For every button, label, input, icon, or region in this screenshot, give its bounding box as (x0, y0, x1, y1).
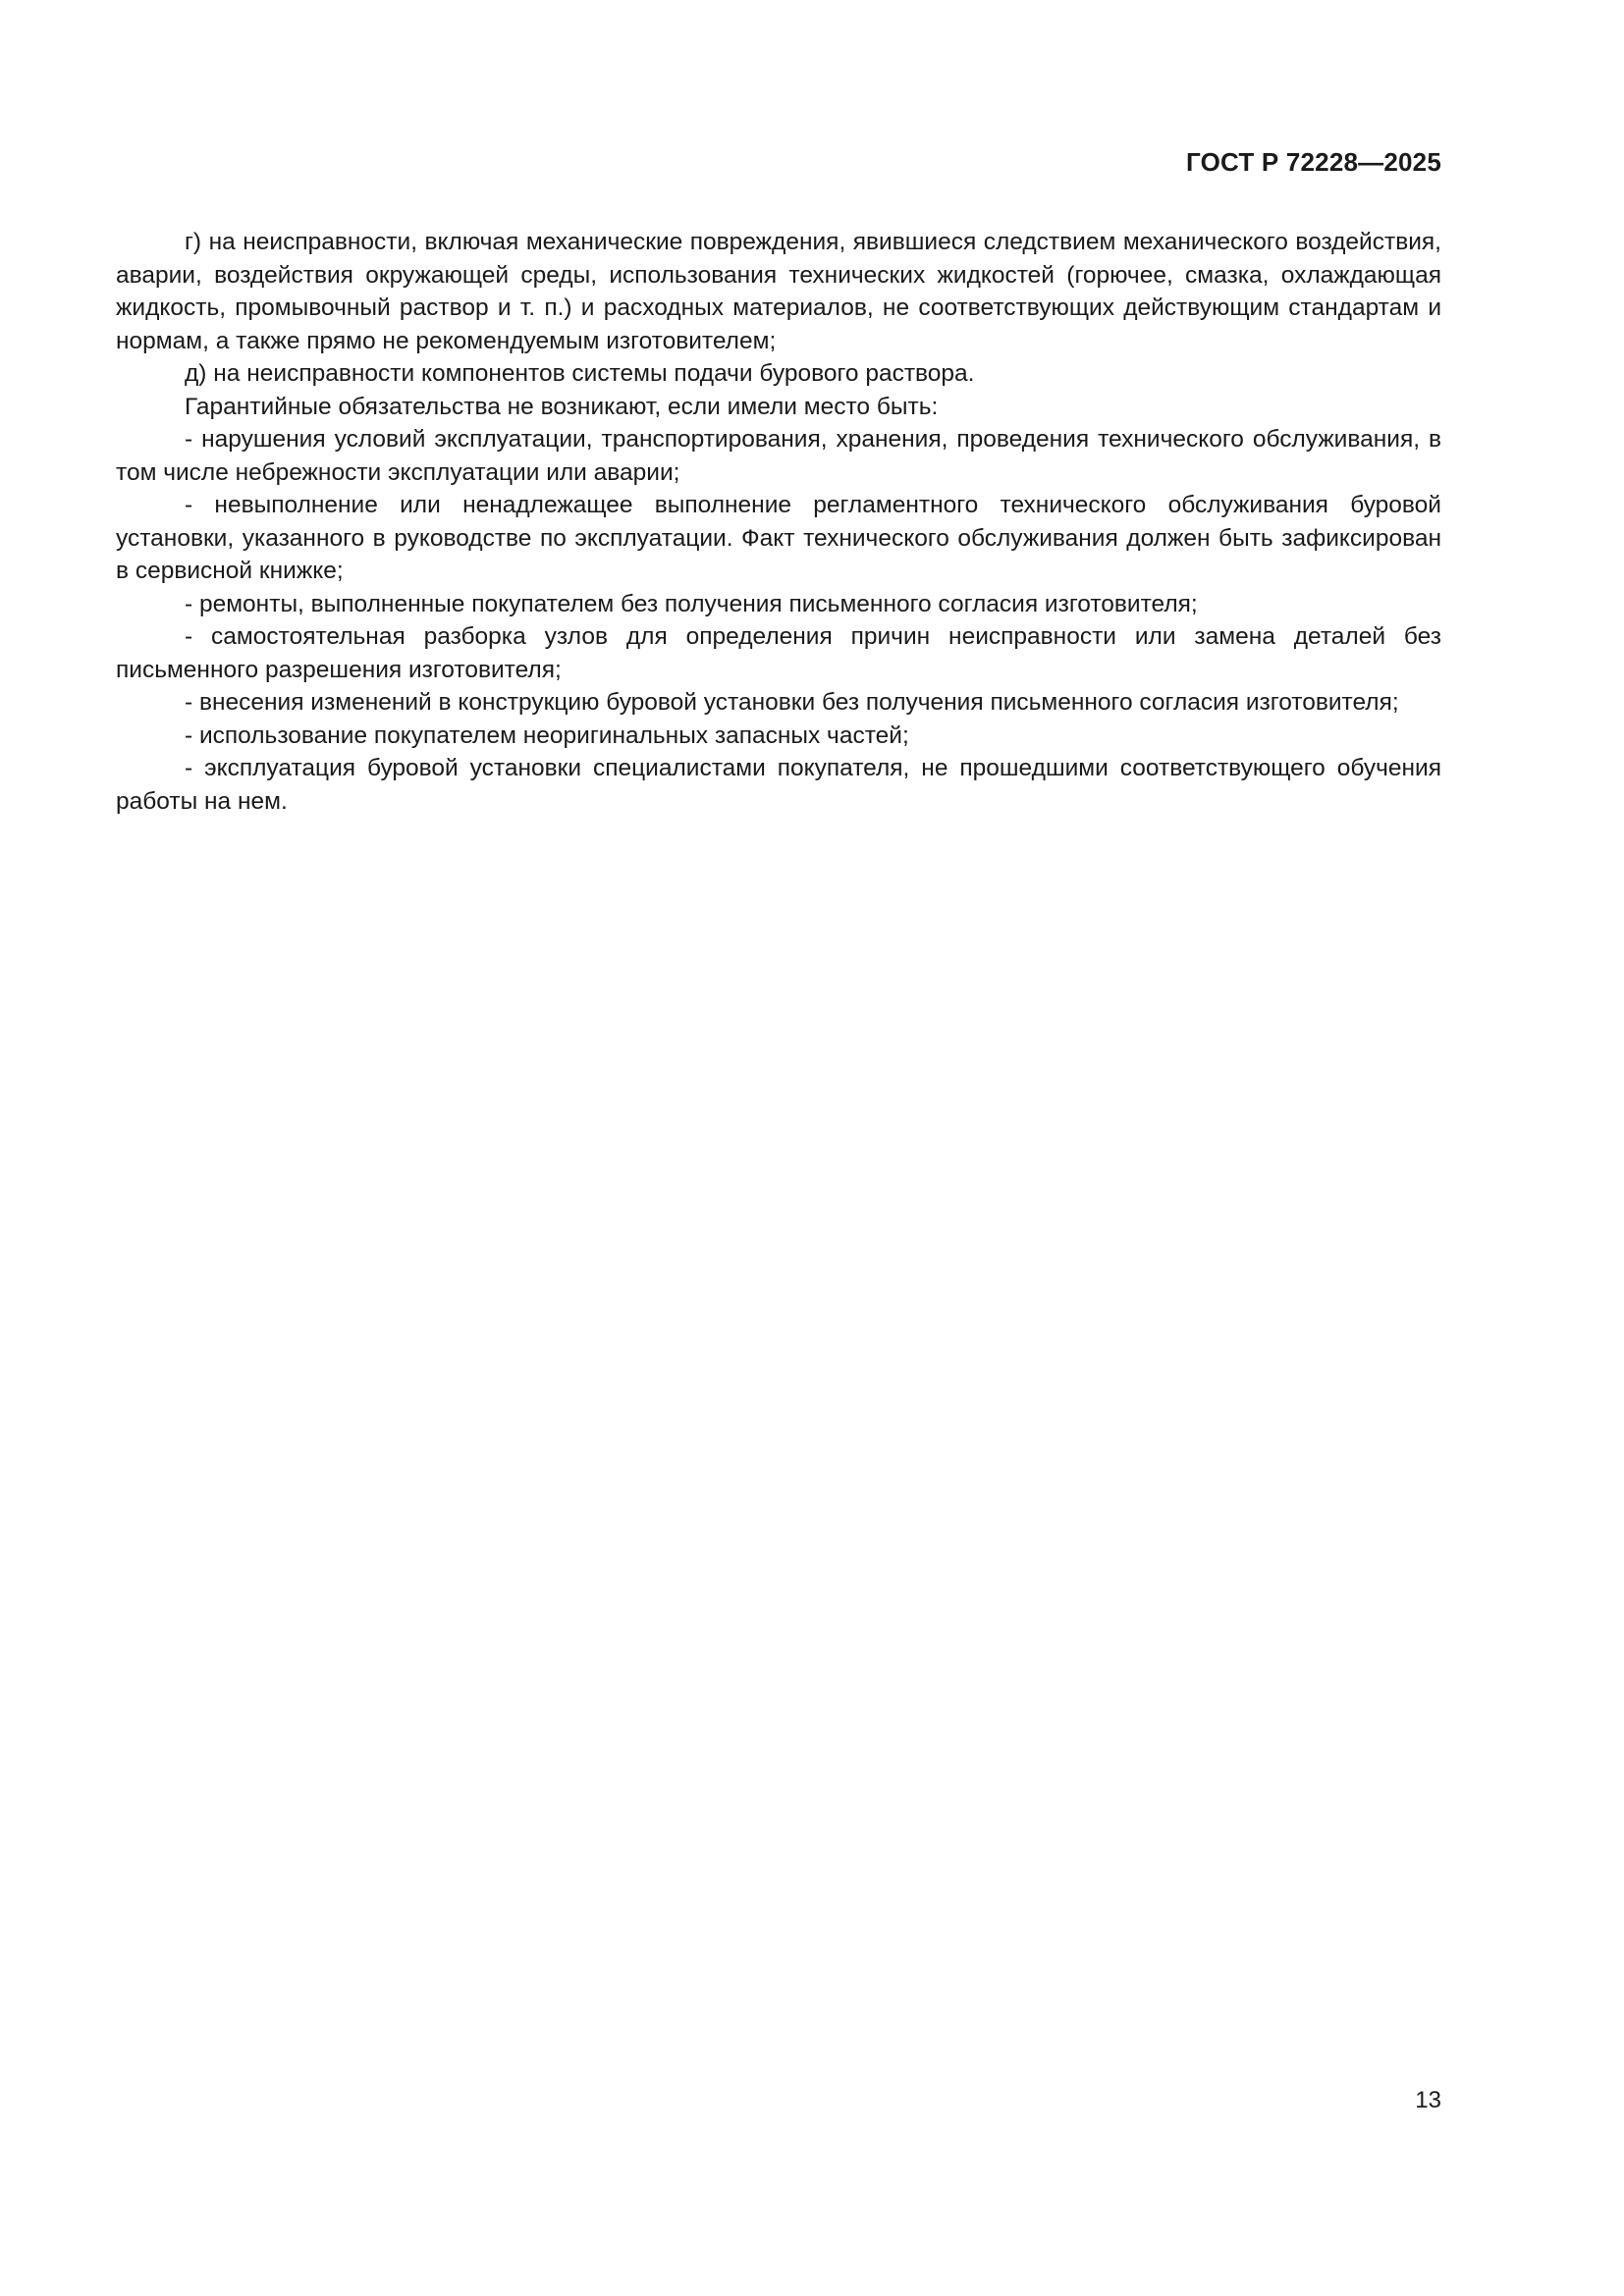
paragraph-warranty-exclusions-intro: Гарантийные обязательства не возникают, если имели место быть: (185, 393, 939, 420)
page-number: 13 (1415, 2087, 1441, 2113)
paragraph-item-d: д) на неисправности компонентов системы подачи бурового раствора. (185, 360, 975, 387)
paragraph-item-g: г) на неисправности, включая механические повреждения, явившиеся следствием механического воздействия, аварии, воздействия окружающей среды, использования технических жидкостей (горючее, смазка, охлаждающая жидкость, промывочный раствор и т. п.) и расходных материалов, не соответствующих действующим стандартам и нормам, а также прямо не рекомендуемым изготовителем; (116, 229, 1441, 354)
list-item: - невыполнение или ненадлежащее выполнение регламентного технического обслуживания буровой установки, указанного в руководстве по эксплуатации. Факт технического обслуживания должен быть зафиксирован в сервисной книжке; (116, 492, 1441, 584)
list-item: - нарушения условий эксплуатации, транспортирования, хранения, проведения технического обслуживания, в том числе небрежности эксплуатации или аварии; (116, 426, 1441, 486)
list-item: - самостоятельная разборка узлов для определения причин неисправности или замена деталей без письменного разрешения изготовителя; (116, 623, 1441, 683)
list-item: - эксплуатация буровой установки специалистами покупателя, не прошедшими соответствующего обучения работы на нем. (116, 755, 1441, 815)
list-item: - использование покупателем неоригинальных запасных частей; (185, 721, 909, 749)
document-body (116, 226, 1441, 818)
document-id-header: ГОСТ Р 72228—2025 (1186, 147, 1441, 177)
list-item: - ремонты, выполненные покупателем без получения письменного согласия изготовителя; (185, 590, 1198, 617)
list-item: - внесения изменений в конструкцию буровой установки без получения письменного согласия изготовителя; (185, 689, 1399, 716)
